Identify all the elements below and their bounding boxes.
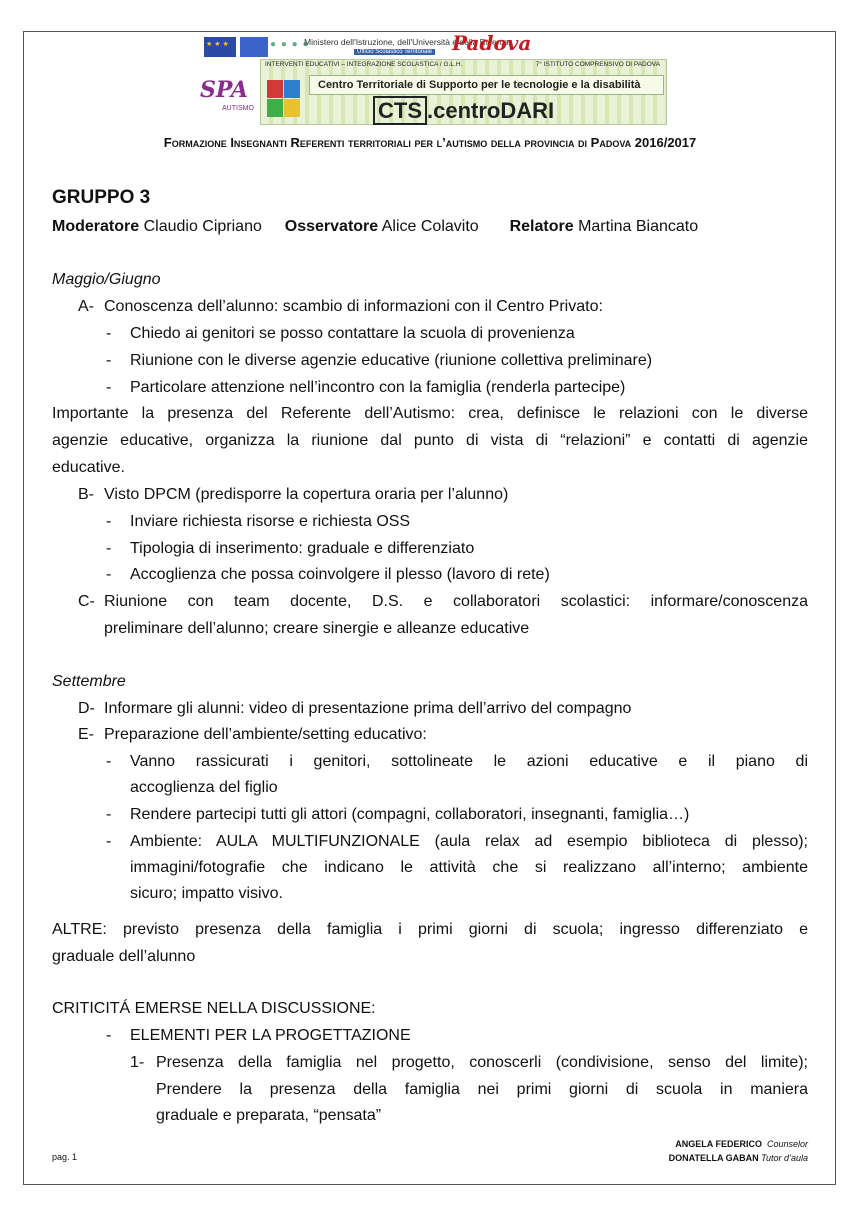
list-item: Prendere la presenza della famiglia nei primi giorni di scuola in maniera [156, 1081, 808, 1098]
dash: - [106, 352, 112, 369]
list-item: graduale e preparata, “pensata” [156, 1107, 382, 1124]
ministry-text: Ministero dell'Istruzione, dell'Università e della Ricerca [304, 37, 509, 47]
paragraph-line: Importante la presenza del Referente dell’Autismo: crea, definisce le relazioni con le diverse [52, 405, 808, 422]
footer-name-1: ANGELA FEDERICO [675, 1139, 762, 1149]
footer-role-2: Tutor d’aula [761, 1153, 808, 1163]
list-marker: D- [78, 700, 95, 717]
padova-logo: Padova [452, 31, 532, 55]
document-title: Formazione Insegnanti Referenti territoriali per l’autismo della provincia di Padova 2016/2017 [163, 135, 697, 150]
spa-logo-text: SPA [200, 77, 248, 103]
spa-autismo-logo [200, 77, 256, 123]
list-item: Accoglienza che possa coinvolgere il plesso (lavoro di rete) [130, 566, 550, 583]
list-item: Informare gli alunni: video di presentazione prima dell’arrivo del compagno [104, 700, 632, 717]
dash: - [106, 540, 112, 557]
header-logos [200, 33, 670, 125]
dash: - [106, 1027, 112, 1044]
cts-center-name: Centro Territoriale di Supporto per le tecnologie e la disabilità [309, 75, 664, 95]
cts-centrodari-logo: CTS .centroDARI [373, 98, 554, 124]
roles-line: Moderatore Claudio Cipriano Osservatore Alice Colavito Relatore Martina Biancato [52, 218, 699, 235]
list-item: Chiedo ai genitori se posso contattare la scuola di provenienza [130, 325, 575, 342]
list-item: Tipologia di inserimento: graduale e differenziato [130, 540, 475, 557]
dash: - [106, 325, 112, 342]
paragraph-line: agenzie educative, organizza la riunione dal punto di vista di “relazioni” e contatti di agenzie [52, 432, 808, 449]
footer-signatures [669, 1137, 808, 1165]
list-item: immagini/fotografie che indicano le attività che si realizzano all’interno; ambiente [130, 859, 808, 876]
list-item: Presenza della famiglia nel progetto, conoscerli (condivisione, senso del limite); [156, 1054, 808, 1071]
list-item: preliminare dell’alunno; creare sinergie e alleanze educative [104, 620, 530, 637]
list-item: Riunione con team docente, D.S. e collaboratori scolastici: informare/conoscenza [104, 593, 808, 610]
list-item: Riunione con le diverse agenzie educative (riunione collettiva preliminare) [130, 352, 653, 369]
dash: - [106, 513, 112, 530]
list-marker: A- [78, 298, 94, 315]
cts-top-right: 7° ISTITUTO COMPRENSIVO DI PADOVA [535, 61, 660, 68]
footer-name-2: DONATELLA GABAN [668, 1153, 759, 1163]
dash: - [106, 379, 112, 396]
list-marker: B- [78, 486, 94, 503]
section-heading-settembre: Settembre [52, 673, 126, 690]
list-item: Vanno rassicurati i genitori, sottolineate le azioni educative e il piano di [130, 753, 808, 770]
list-item: accoglienza del figlio [130, 779, 278, 796]
list-item: Rendere partecipi tutti gli attori (compagni, collaboratori, insegnanti, famiglia…) [130, 806, 690, 823]
list-marker: C- [78, 593, 95, 610]
list-item: Visto DPCM (predisporre la copertura oraria per l’alunno) [104, 486, 509, 503]
list-marker: E- [78, 726, 94, 743]
list-item: Conoscenza dell’alunno: scambio di informazioni con il Centro Privato: [104, 298, 603, 315]
paragraph-line: graduale dell’alunno [52, 948, 196, 965]
criticita-heading: CRITICITÁ EMERSE NELLA DISCUSSIONE: [52, 1000, 376, 1017]
list-item: sicuro; impatto visivo. [130, 885, 283, 902]
dots-logo-icon: ● ● ● ● [270, 39, 310, 50]
dash: - [106, 566, 112, 583]
list-item: ELEMENTI PER LA PROGETTAZIONE [130, 1027, 411, 1044]
dash: - [106, 753, 112, 770]
footer-role-1: Counselor [766, 1139, 808, 1149]
section-heading-maggio: Maggio/Giugno [52, 271, 161, 288]
paragraph-line: educative. [52, 459, 125, 476]
list-marker: 1- [130, 1054, 145, 1071]
ministry-band [204, 31, 532, 59]
eu-flag-icon [204, 37, 236, 57]
list-item: Preparazione dell’ambiente/setting educativo: [104, 726, 427, 743]
dash: - [106, 833, 112, 850]
fse-logo-icon [240, 37, 268, 57]
cts-banner [260, 59, 667, 125]
list-item: Particolare attenzione nell’incontro con la famiglia (renderla partecipe) [130, 379, 626, 396]
puzzle-icon [267, 80, 301, 120]
ministry-sub-text: Ufficio Scolastico Territoriale [354, 49, 435, 55]
list-item: Ambiente: AULA MULTIFUNZIONALE (aula relax ad esempio biblioteca di plesso); [130, 833, 808, 850]
list-item: Inviare richiesta risorse e richiesta OSS [130, 513, 411, 530]
cts-top-left: INTERVENTI EDUCATIVI – INTEGRAZIONE SCOLASTICA / G.L.H. [265, 61, 463, 68]
dash: - [106, 806, 112, 823]
group-heading: GRUPPO 3 [52, 187, 151, 208]
spa-logo-sub: AUTISMO [222, 105, 254, 112]
paragraph-line: ALTRE: previsto presenza della famiglia i primi giorni di scuola; ingresso differenziato e [52, 921, 808, 938]
page-number: pag. 1 [52, 1152, 78, 1162]
